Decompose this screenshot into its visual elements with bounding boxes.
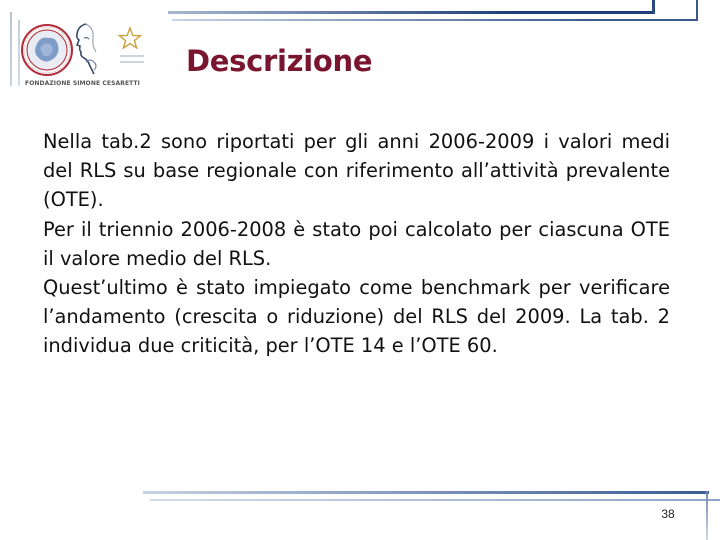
top-border-line-secondary: [172, 19, 698, 21]
slide-title: Descrizione: [186, 44, 373, 78]
logo-caption: FONDAZIONE SIMONE CESARETTI: [25, 80, 141, 87]
top-right-vertical-line: [652, 0, 655, 14]
paragraph-3: Quest’ultimo è stato impiegato come benchmark per verificare l’andamento (crescita o riduzione) del RLS del 2009. La tab. 2 individua due criticità, per l’OTE 14 e l’OTE 60.: [43, 276, 670, 358]
slide-body: [43, 127, 670, 361]
bottom-border-line: [143, 491, 709, 494]
top-border-line: [168, 11, 654, 14]
paragraph-2: Per il triennio 2006-2008 è stato poi calcolato per ciascuna OTE il valore medio del RLS.: [43, 217, 670, 270]
top-right-vertical-line-secondary: [696, 0, 698, 21]
bottom-right-vertical-line: [706, 491, 708, 540]
bottom-border-line-secondary: [150, 499, 720, 501]
paragraph-1: Nella tab.2 sono riportati per gli anni 2006-2009 i valori medi del RLS su base regionale con riferimento all’attività prevalente (OTE).: [43, 130, 670, 212]
left-border-line: [10, 12, 12, 86]
page-number: 38: [661, 507, 675, 521]
